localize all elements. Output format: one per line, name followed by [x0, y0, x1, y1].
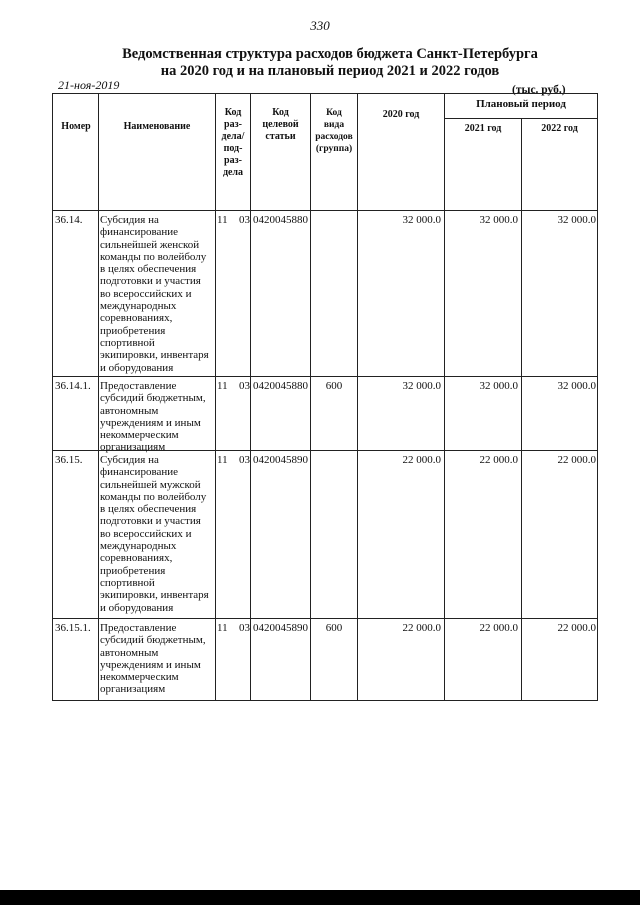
row-name-line: в целях обеспечения: [100, 263, 197, 276]
row-name-line: во всероссийских и: [100, 527, 192, 540]
row-name-line: команды по волейболу: [100, 250, 207, 263]
row-value-2021: 22 000.0: [479, 454, 518, 466]
row-name-line: организациям: [100, 683, 166, 696]
row-name-line: подготовки и участия: [100, 275, 201, 288]
row-number: 36.15.1.: [55, 622, 91, 634]
row-name-line: приобретения: [100, 564, 166, 577]
page-number: 330: [310, 18, 330, 33]
row-number: 36.14.: [55, 214, 83, 226]
row-section: 11: [217, 622, 228, 634]
row-name: [100, 622, 215, 696]
row-name-line: Предоставление: [100, 622, 177, 634]
row-name-line: экипировки, инвентаря: [100, 349, 209, 362]
row-target-code: 0420045880: [253, 380, 308, 392]
row-name: [100, 214, 215, 374]
row-name-line: некоммерческим: [100, 429, 179, 442]
row-name-line: спортивной: [100, 336, 155, 349]
header-section-line: раз-: [224, 155, 242, 166]
row-name-line: субсидий бюджетным,: [100, 392, 206, 405]
row-name-line: экипировки, инвентаря: [100, 589, 209, 602]
row-name-line: субсидий бюджетным,: [100, 634, 206, 647]
row-name-line: приобретения: [100, 324, 166, 337]
row-value-2020: 22 000.0: [402, 622, 441, 634]
header-section-line: дела: [222, 167, 244, 178]
title-line-1: Ведомственная структура расходов бюджета Санкт-Петербурга: [122, 46, 538, 62]
header-year-2020: 2020 год: [382, 109, 420, 120]
row-target-code: 0420045890: [253, 454, 308, 466]
row-name-line: сильнейшей мужской: [100, 478, 201, 491]
row-value-2022: 22 000.0: [557, 454, 596, 466]
header-target-code: [251, 107, 310, 143]
row-section: 11: [217, 214, 228, 226]
row-value-2022: 32 000.0: [557, 214, 596, 226]
row-name-line: учреждениям и иным: [100, 416, 201, 429]
row-name-line: сильнейшей женской: [100, 238, 200, 251]
header-section-line: раз-: [224, 119, 242, 130]
row-name-line: спортивной: [100, 576, 155, 589]
row-name-line: Субсидия на: [100, 214, 159, 226]
row-number: 36.14.1.: [55, 380, 91, 392]
row-expense-type: 600: [325, 380, 343, 392]
row-name-line: Предоставление: [100, 380, 177, 392]
document-title: [90, 46, 570, 80]
row-name-line: в целях обеспечения: [100, 503, 197, 516]
row-name-line: организациям: [100, 441, 166, 454]
header-expense-line: расходов: [315, 132, 353, 142]
row-section: 11: [217, 454, 228, 466]
header-section-line: Код: [224, 107, 242, 118]
budget-table: [52, 93, 598, 701]
row-subsection: 03: [239, 214, 250, 226]
row-name-line: и оборудования: [100, 601, 174, 614]
row-target-code: 0420045880: [253, 214, 308, 226]
row-name-line: и оборудования: [100, 361, 174, 374]
header-expense-line: Код: [326, 108, 342, 118]
row-value-2020: 32 000.0: [402, 214, 441, 226]
row-name-line: международных: [100, 540, 177, 553]
row-name-line: автономным: [100, 646, 159, 659]
row-value-2021: 32 000.0: [479, 380, 518, 392]
row-subsection: 03: [239, 622, 250, 634]
header-target-line: целевой: [262, 119, 299, 130]
row-name-line: автономным: [100, 404, 159, 417]
header-section-line: под-: [223, 143, 243, 154]
header-year-2022: 2022 год: [541, 123, 578, 134]
row-value-2022: 32 000.0: [557, 380, 596, 392]
row-section: 11: [217, 380, 228, 392]
row-name-line: команды по волейболу: [100, 490, 207, 503]
document-date: 21-ноя-2019: [58, 78, 120, 92]
row-name-line: международных: [100, 300, 177, 313]
row-subsection: 03: [239, 454, 250, 466]
row-name-line: Субсидия на: [100, 454, 159, 466]
header-expense-line: (группа): [315, 144, 353, 154]
header-planned-period: Плановый период: [476, 98, 566, 110]
row-value-2021: 32 000.0: [479, 214, 518, 226]
row-value-2020: 22 000.0: [402, 454, 441, 466]
row-value-2020: 32 000.0: [402, 380, 441, 392]
row-value-2022: 22 000.0: [557, 622, 596, 634]
row-name-line: подготовки и участия: [100, 515, 201, 528]
header-section-code: [216, 107, 250, 179]
header-name: Наименование: [123, 121, 191, 132]
header-target-line: статьи: [265, 131, 296, 142]
row-name-line: учреждениям и иным: [100, 658, 201, 671]
row-name: [100, 454, 215, 614]
header-section-line: дела/: [221, 131, 245, 142]
row-name-line: соревнованиях,: [100, 312, 173, 325]
row-name: [100, 380, 215, 454]
row-expense-type: 600: [325, 622, 343, 634]
header-expense-type-code: [311, 107, 357, 155]
row-name-line: финансирование: [100, 226, 179, 239]
row-target-code: 0420045890: [253, 622, 308, 634]
header-expense-line: вида: [323, 120, 345, 130]
title-line-2: на 2020 год и на плановый период 2021 и 2022 годов: [160, 63, 500, 79]
scan-edge-bar: [0, 890, 640, 905]
header-target-line: Код: [272, 107, 289, 118]
row-value-2021: 22 000.0: [479, 622, 518, 634]
row-subsection: 03: [239, 380, 250, 392]
units-label: (тыс. руб.): [512, 84, 566, 96]
row-name-line: во всероссийских и: [100, 287, 192, 300]
row-name-line: финансирование: [100, 466, 179, 479]
row-name-line: соревнованиях,: [100, 552, 173, 565]
row-number: 36.15.: [55, 454, 83, 466]
header-number: Номер: [61, 121, 91, 132]
row-name-line: некоммерческим: [100, 671, 179, 684]
header-year-2021: 2021 год: [464, 123, 502, 134]
